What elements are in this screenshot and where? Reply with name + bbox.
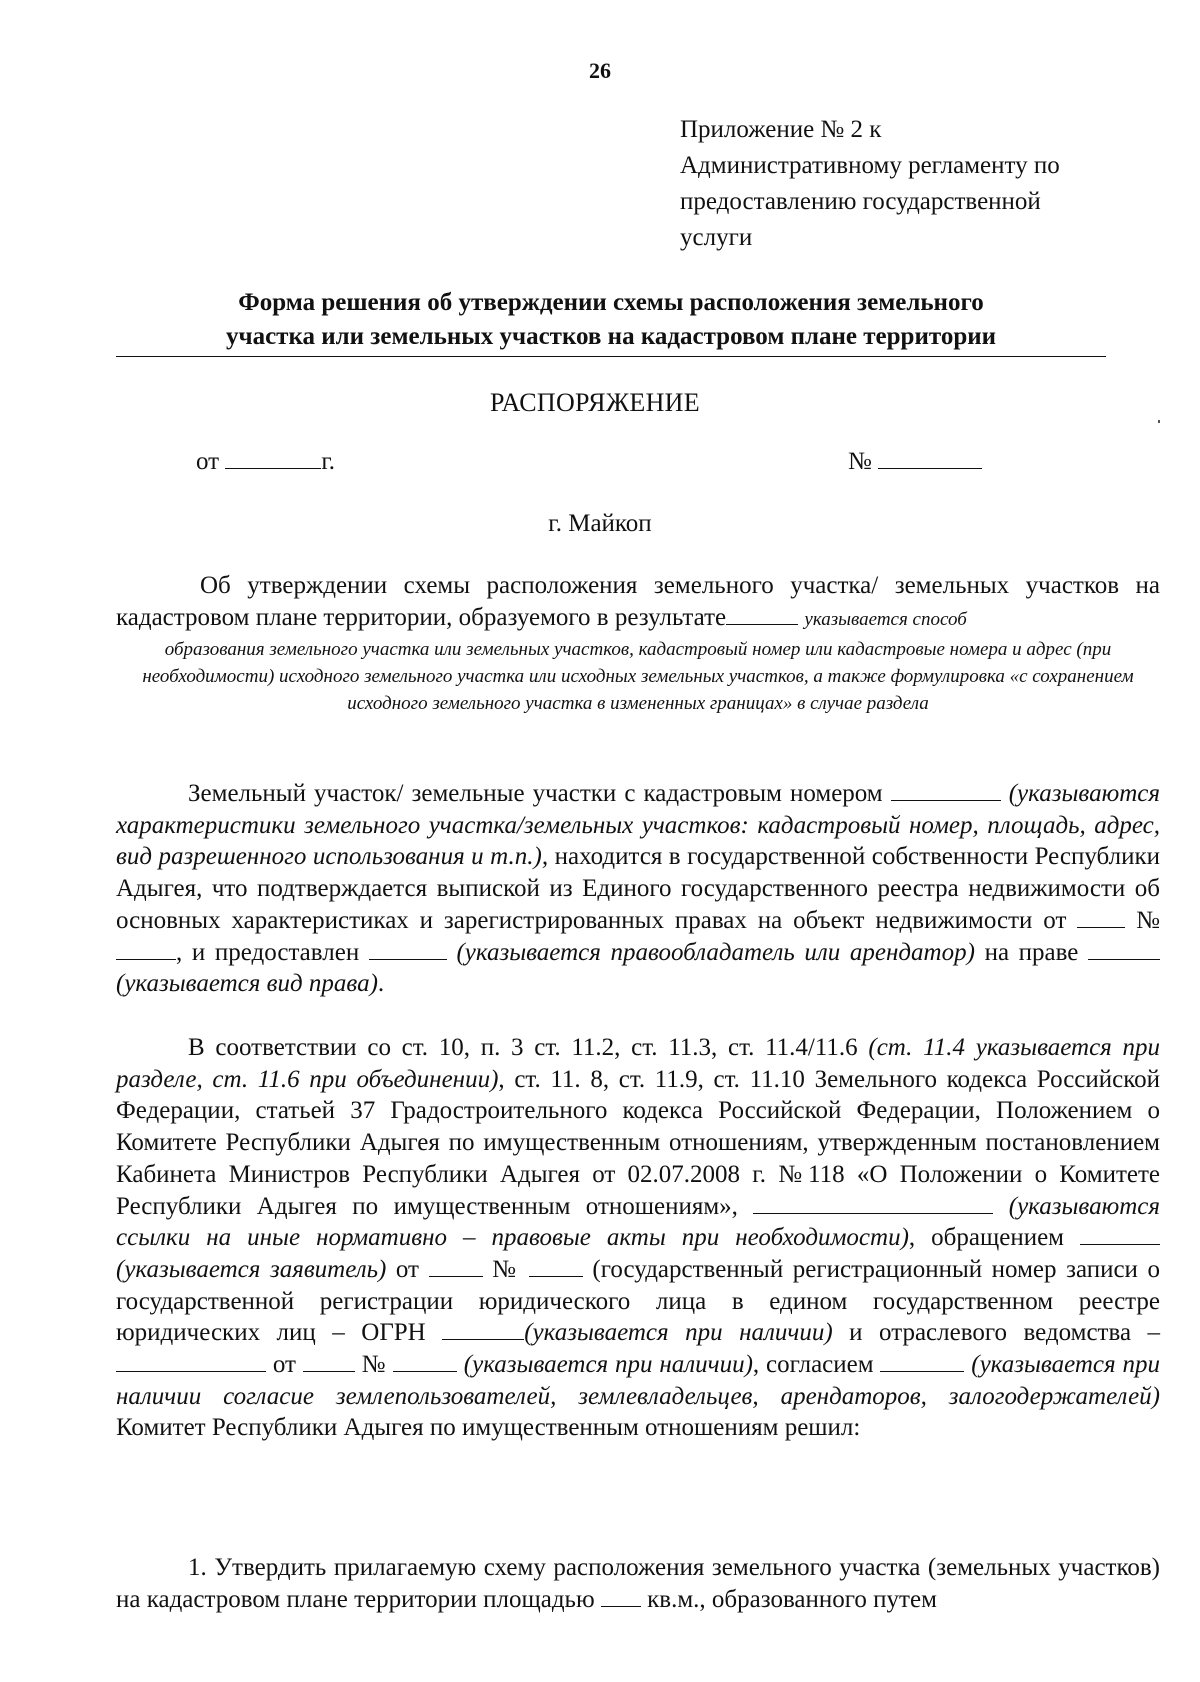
order-date <box>196 446 335 476</box>
subject-blank[interactable] <box>726 602 798 625</box>
text-run: В соответствии со ст. 10, п. 3 ст. 11.2, ст. 11.3, ст. 11.4/11.6 <box>188 1034 858 1061</box>
subject-line <box>116 570 1160 636</box>
italic-hint: (ст. 11.4 указывается при разделе, ст. 11.6 при объединении) <box>116 1034 1161 1093</box>
appendix-line: услуги <box>680 224 753 251</box>
text-run: на праве <box>984 938 1079 966</box>
extract-number-blank[interactable] <box>116 937 176 960</box>
date-suffix: г. <box>321 448 336 475</box>
italic-hint: (указывается при наличии) <box>463 1351 753 1379</box>
holder-blank[interactable] <box>369 937 447 960</box>
appeal-date-blank[interactable] <box>429 1254 483 1277</box>
page-number: 26 <box>589 58 611 83</box>
text-run: от <box>395 1255 419 1283</box>
text-run: Комитет Республики Адыгея по имущественным отношениям решил: <box>116 1414 861 1442</box>
text-run: . <box>377 970 385 998</box>
text-run: находится в государственной собственности Республики Адыгея, что подтверждается выпиской из Единого государственного реестра недвижимости об основных характеристиках и зарегистрированных правах на объект недвижимости от <box>116 843 1160 934</box>
subject-note: образования земельного участка или земельных участков, кадастровый номер или кадастровые номера и адрес (при необходимости) исходного земельного участка или исходных земельных участков, а также формулировка «с сохранением исходного земельного участка в измененных границах» в случае раздела <box>142 639 1134 714</box>
consent-blank[interactable] <box>880 1349 964 1372</box>
cadastral-number-blank[interactable] <box>891 778 1001 801</box>
text-run: , и предоставлен <box>176 938 360 966</box>
form-title-line: участка или земельных участков на кадастровом плане территории <box>225 323 997 350</box>
department-date-blank[interactable] <box>303 1349 355 1372</box>
date-prefix: от <box>196 448 220 475</box>
area-blank[interactable] <box>601 1584 641 1607</box>
date-blank[interactable] <box>225 446 321 469</box>
italic-hint: (указывается при наличии) <box>524 1319 833 1347</box>
appendix-note <box>680 112 1140 256</box>
applicant-blank[interactable] <box>1080 1222 1160 1245</box>
italic-hint: (указывается вид права) <box>116 970 378 998</box>
text-run: кв.м., образованного путем <box>647 1585 937 1613</box>
number-blank[interactable] <box>878 446 982 469</box>
ogrn-blank[interactable] <box>442 1317 524 1340</box>
text-run: Земельный участок/ земельные участки с кадастровым номером <box>188 780 883 807</box>
text-run: № <box>361 1351 387 1379</box>
paragraph-item-1 <box>116 1552 1160 1615</box>
italic-hint: (указывается при наличии согласие землепользователей, землевладельцев, арендаторов, залогодержателей) <box>116 1351 1160 1410</box>
form-title <box>116 286 1106 357</box>
italic-hint: (указывается заявитель) <box>116 1255 387 1283</box>
order-heading: РАСПОРЯЖЕНИЕ <box>490 388 700 417</box>
order-number <box>848 446 982 476</box>
text-run: № <box>492 1255 520 1283</box>
form-title-line: Форма решения об утверждении схемы расположения земельного <box>238 289 984 316</box>
department-blank[interactable] <box>116 1349 266 1372</box>
extract-date-blank[interactable] <box>1077 905 1125 928</box>
italic-hint: (указываются ссылки на иные нормативно – правовые акты при необходимости) <box>116 1192 1161 1252</box>
text-run: и отраслевого ведомства – <box>849 1319 1161 1347</box>
appendix-line: Административному регламенту по <box>680 152 1060 179</box>
number-prefix: № <box>848 448 872 475</box>
appendix-line: Приложение № 2 к <box>680 116 882 143</box>
right-type-blank[interactable] <box>1088 937 1160 960</box>
scan-speck <box>1158 420 1160 423</box>
paragraph-land-plot <box>116 778 1160 1000</box>
appeal-number-blank[interactable] <box>529 1254 583 1277</box>
text-run: 1. Утвердить прилагаемую схему расположения земельного участка (земельных участков) на кадастровом плане территории площадью <box>116 1554 1160 1613</box>
text-run: , обращением <box>908 1224 1064 1252</box>
appendix-line: предоставлению государственной <box>680 188 1041 215</box>
department-number-blank[interactable] <box>393 1349 457 1372</box>
text-run: , ст. 11. 8, ст. 11.9, ст. 11.10 Земельного кодекса Российской Федерации, статьей 37 Градостроительного кодекса Российской Федерации, Положением о Комитете Республики Адыгея по имущественным отношениям, утвержденным постановлением Кабинета Министров Республики Адыгея от 02.07.2008 г. №118 «О Положении о Комитете Республики Адыгея по имущественным отношениям», <box>116 1065 1161 1220</box>
text-run: № <box>1136 906 1161 934</box>
other-acts-blank[interactable] <box>753 1191 993 1214</box>
text-run: от <box>272 1351 296 1379</box>
italic-hint: (указываются характеристики земельного участка/земельных участков: кадастровый номер, площадь, адрес, вид разрешенного использования и т.п.), <box>116 780 1160 871</box>
city-name: г. Майкоп <box>548 510 652 537</box>
subject-hint: указывается способ <box>804 609 967 630</box>
paragraph-legal-basis <box>116 1032 1160 1444</box>
text-run: , согласием <box>752 1351 874 1379</box>
italic-hint: (указывается правообладатель или арендатор) <box>456 938 975 966</box>
subject-text: Об утверждении схемы расположения земельного участка/ земельных участков на кадастровом плане территории, образуемого в результате <box>116 572 1160 631</box>
text-run: (государственный регистрационный номер записи о государственной регистрации юридического лица в едином государственном реестре юридических лиц – ОГРН <box>116 1255 1160 1347</box>
